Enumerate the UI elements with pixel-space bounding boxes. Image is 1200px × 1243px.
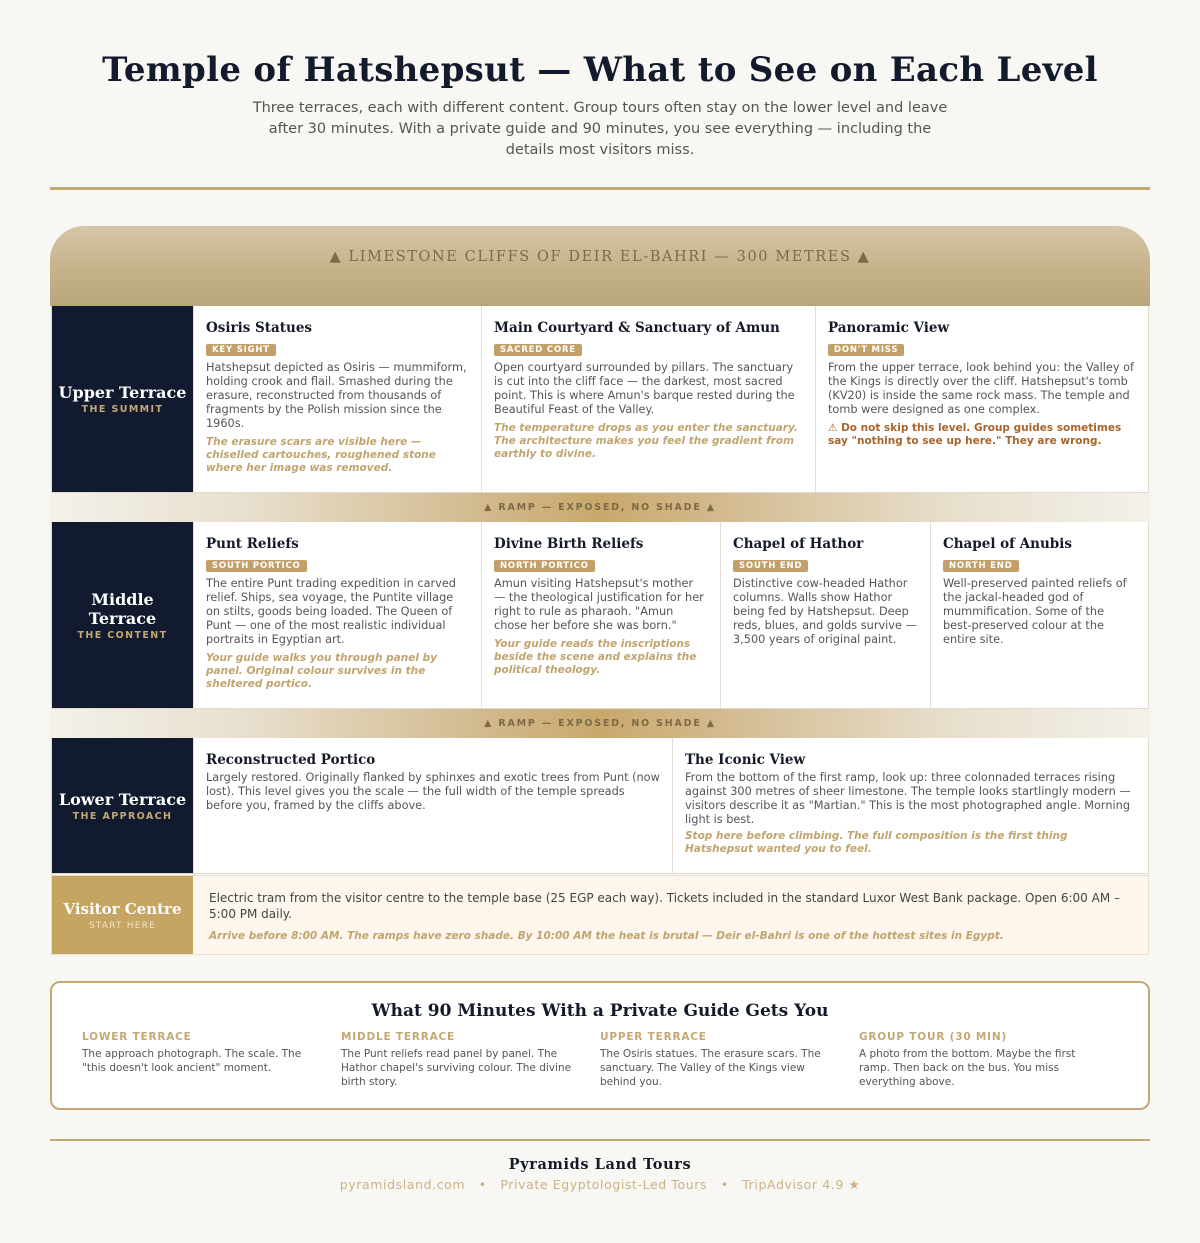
sight-title: Chapel of Hathor	[733, 536, 864, 552]
footer-meta	[0, 1177, 1200, 1192]
footer-brand: Pyramids Land Tours	[508, 1156, 692, 1173]
separator-dot: •	[720, 1177, 729, 1192]
terrace-name: Lower Terrace	[58, 789, 187, 809]
lower-terrace	[51, 738, 1149, 874]
summary-heading: UPPER TERRACE	[600, 1031, 707, 1043]
visitor-body	[193, 876, 1148, 954]
guide-tip: Your guide walks you through panel by panel. Original colour survives in the sheltered portico.	[206, 652, 437, 690]
header-divider	[50, 187, 1150, 190]
ramp-divider	[50, 709, 1150, 738]
sight-badge: SOUTH END	[733, 560, 808, 572]
page-subtitle: Three terraces, each with different content. Group tours often stay on the lower level and leave after 30 minutes. With a private guide and 90 minutes, you see everything — including the details most visitors miss.	[252, 100, 948, 158]
visitor-description: Electric tram from the visitor centre to the temple base (25 EGP each way). Tickets included in the standard Luxor West Bank package. Open 6:00 AM – 5:00 PM daily.	[209, 891, 1120, 921]
visitor-label	[52, 876, 193, 954]
sight-title: Osiris Statues	[206, 320, 313, 336]
summary-heading: MIDDLE TERRACE	[341, 1031, 456, 1043]
sight-card	[481, 522, 720, 708]
summary-heading: GROUP TOUR (30 MIN)	[859, 1031, 1008, 1043]
summary-text: The Punt reliefs read panel by panel. The Hathor chapel's surviving colour. The divine birth story.	[341, 1048, 572, 1088]
sight-card	[193, 522, 481, 708]
footer-website-link[interactable]: pyramidsland.com	[339, 1177, 466, 1192]
cliff-label: ▲ LIMESTONE CLIFFS OF DEIR EL-BAHRI — 300 METRES ▲	[329, 249, 871, 265]
summary-heading: LOWER TERRACE	[82, 1031, 192, 1043]
sight-card	[815, 306, 1148, 492]
sight-card	[193, 738, 672, 873]
summary-column	[341, 1031, 600, 1089]
sight-badge: NORTH PORTICO	[494, 560, 595, 572]
ramp-divider	[50, 493, 1150, 522]
sight-card	[720, 522, 930, 708]
summary-columns	[52, 1031, 1148, 1089]
sight-title: Punt Reliefs	[206, 536, 299, 552]
sight-card	[481, 306, 815, 492]
page-header	[0, 0, 1200, 161]
sight-title: Reconstructed Portico	[206, 752, 376, 768]
terrace-subtitle: THE APPROACH	[72, 810, 173, 822]
sight-badge: SACRED CORE	[494, 344, 582, 356]
sight-title: Main Courtyard & Sanctuary of Amun	[494, 320, 780, 336]
guide-tip: Stop here before climbing. The full composition is the first thing Hatshepsut wanted you to feel.	[685, 830, 1068, 855]
terrace-name: Upper Terrace	[58, 383, 187, 402]
sight-title: Panoramic View	[828, 320, 950, 336]
sight-description: From the bottom of the first ramp, look up: three colonnaded terraces rising against 300 metres of sheer limestone. The temple looks startlingly modern — visitors describe it as "Martian." This is the most photographed angle. Morning light is best.	[685, 771, 1131, 826]
upper-terrace	[51, 306, 1149, 493]
terrace-label	[52, 306, 193, 492]
visitor-centre	[51, 875, 1149, 955]
terrace-label	[52, 738, 193, 873]
sight-card	[193, 306, 481, 492]
summary-column	[859, 1031, 1118, 1089]
warning-note: ⚠ Do not skip this level. Group guides sometimes say "nothing to see up here." They are wrong.	[828, 422, 1122, 447]
guide-tip: Your guide reads the inscriptions beside the scene and explains the political theology.	[494, 638, 697, 676]
terrace-label	[52, 522, 193, 708]
summary-text: The Osiris statues. The erasure scars. The sanctuary. The Valley of the Kings view behind you.	[600, 1048, 821, 1088]
guide-tip: The temperature drops as you enter the sanctuary. The architecture makes you feel the gradient from earthly to divine.	[494, 422, 798, 460]
middle-terrace	[51, 522, 1149, 709]
summary-column	[82, 1031, 341, 1089]
separator-dot: •	[478, 1177, 487, 1192]
summary-text: The approach photograph. The scale. The "this doesn't look ancient" moment.	[82, 1048, 302, 1074]
guide-tip: The erasure scars are visible here — chiselled cartouches, roughened stone where her image was removed.	[206, 436, 436, 474]
footer	[0, 1156, 1200, 1192]
ramp-label: ▲ RAMP — EXPOSED, NO SHADE ▲	[484, 502, 716, 513]
sight-description: The entire Punt trading expedition in carved relief. Ships, sea voyage, the Puntite village on stilts, goods being loaded. The Queen of Punt — one of the most realistic individual portraits in Egyptian art.	[206, 577, 456, 646]
sight-title: Chapel of Anubis	[943, 536, 1072, 552]
terrace-name: Middle Terrace	[88, 589, 157, 628]
summary-title: What 90 Minutes With a Private Guide Gets You	[371, 1001, 829, 1021]
sight-description: Hatshepsut depicted as Osiris — mummiform, holding crook and flail. Smashed during the erasure, reconstructed from thousands of fragments by the Polish mission since the 1960s.	[206, 361, 467, 430]
terrace-subtitle: THE CONTENT	[77, 629, 168, 641]
sight-badge: NORTH END	[943, 560, 1019, 572]
sight-title: Divine Birth Reliefs	[494, 536, 644, 552]
terrace-subtitle: THE SUMMIT	[81, 404, 164, 415]
summary-box	[50, 981, 1150, 1110]
visitor-name: Visitor Centre	[63, 899, 182, 918]
sight-badge: DON'T MISS	[828, 344, 904, 356]
page-title: Temple of Hatshepsut — What to See on Each Level	[102, 50, 1098, 90]
sight-title: The Iconic View	[685, 752, 806, 768]
sight-badge: KEY SIGHT	[206, 344, 276, 356]
footer-divider	[50, 1139, 1150, 1141]
sight-description: Well-preserved painted reliefs of the jackal-headed god of mummification. Some of the best-preserved colour at the entire site.	[943, 577, 1127, 646]
sight-card	[672, 738, 1148, 873]
cliff-banner	[50, 226, 1150, 306]
footer-tagline: Private Egyptologist-Led Tours	[500, 1177, 708, 1192]
visitor-subtitle: START HERE	[88, 920, 157, 931]
sight-badge: SOUTH PORTICO	[206, 560, 307, 572]
ramp-label: ▲ RAMP — EXPOSED, NO SHADE ▲	[484, 718, 716, 729]
sight-card	[930, 522, 1148, 708]
sight-description: Largely restored. Originally flanked by sphinxes and exotic trees from Punt (now lost). This level gives you the scale — the full width of the temple spreads before you, framed by the cliffs above.	[206, 771, 660, 812]
sight-description: Distinctive cow-headed Hathor columns. Walls show Hathor being fed by Hatshepsut. Deep reds, blues, and golds survive — 3,500 years of original paint.	[733, 577, 917, 646]
visitor-tip: Arrive before 8:00 AM. The ramps have zero shade. By 10:00 AM the heat is brutal — Deir el-Bahri is one of the hottest sites in Egypt.	[209, 930, 1004, 942]
summary-column	[600, 1031, 859, 1089]
sight-description: Amun visiting Hatshepsut's mother — the theological justification for her right to rule as pharaoh. "Amun chose her before she was born."	[494, 577, 704, 632]
sight-description: From the upper terrace, look behind you: the Valley of the Kings is directly over the cliff. Hatshepsut's tomb (KV20) is inside the same rock mass. The temple and tomb were designed as one complex.	[828, 361, 1135, 416]
footer-rating: TripAdvisor 4.9 ★	[742, 1177, 861, 1192]
summary-text: A photo from the bottom. Maybe the first ramp. Then back on the bus. You miss everything above.	[859, 1048, 1076, 1088]
sight-description: Open courtyard surrounded by pillars. The sanctuary is cut into the cliff face — the darkest, most sacred point. This is where Amun's barque rested during the Beautiful Feast of the Valley.	[494, 361, 795, 416]
